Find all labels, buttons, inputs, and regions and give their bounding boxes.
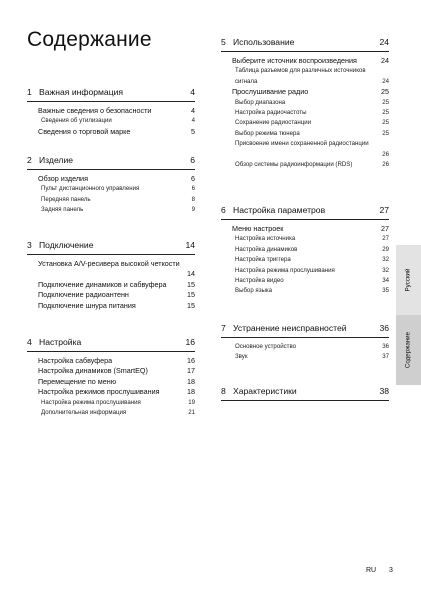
side-tab-section: Содержание bbox=[404, 331, 412, 369]
entry-page: 25 bbox=[381, 87, 389, 97]
entry-title: Сохранение радиостанции bbox=[235, 119, 312, 127]
entry-title: Настройка режимов прослушивания bbox=[38, 387, 160, 397]
entry-page: 18 bbox=[187, 376, 195, 386]
entry-title: Присвоение имени сохраненной радиостанции bbox=[235, 140, 369, 148]
toc-section bbox=[27, 87, 195, 137]
entry-title: Подключение шнура питания bbox=[38, 300, 136, 310]
entry-page: 36 bbox=[382, 343, 389, 350]
entry-title: Настройка режима прослушивания bbox=[41, 398, 141, 406]
section-heading[interactable] bbox=[221, 37, 389, 52]
entry-page: 24 bbox=[382, 77, 389, 85]
entry-title: Задняя панель bbox=[41, 206, 84, 214]
entry-title: Выбор языка bbox=[235, 287, 273, 295]
entry-page: 6 bbox=[191, 185, 195, 193]
section-title: Использование bbox=[233, 37, 295, 47]
entry-title: Важные сведения о безопасности bbox=[38, 106, 152, 115]
toc-subentry[interactable] bbox=[27, 195, 195, 205]
section-number: 7 bbox=[221, 323, 226, 333]
toc-entry[interactable] bbox=[221, 224, 389, 234]
entry-page: 34 bbox=[382, 276, 389, 284]
toc-subentry[interactable] bbox=[27, 184, 195, 194]
section-title: Устранение неисправностей bbox=[233, 323, 347, 333]
entry-title: Меню настроек bbox=[232, 224, 284, 233]
section-page: 24 bbox=[379, 37, 389, 47]
section-entries bbox=[27, 352, 195, 418]
section-heading[interactable] bbox=[221, 386, 389, 401]
toc-entry[interactable] bbox=[27, 356, 195, 366]
entry-title: Настройка триггера bbox=[235, 256, 291, 264]
toc-section bbox=[27, 337, 195, 418]
toc-subentry[interactable] bbox=[221, 234, 389, 244]
toc-entry[interactable] bbox=[27, 127, 195, 137]
toc-entry[interactable] bbox=[27, 280, 195, 290]
toc-subentry[interactable] bbox=[221, 129, 389, 139]
toc-subentry[interactable] bbox=[27, 408, 195, 418]
toc-entry[interactable] bbox=[27, 174, 195, 184]
entry-title: Перемещение по меню bbox=[38, 376, 117, 386]
entry-page: 17 bbox=[187, 366, 195, 376]
entry-title: Установка A/V-ресивера высокой четкости bbox=[38, 259, 180, 268]
toc-section bbox=[221, 323, 389, 363]
entry-page: 15 bbox=[187, 290, 195, 300]
entry-page: 35 bbox=[382, 287, 389, 295]
entry-title: Прослушивание радио bbox=[232, 87, 309, 97]
section-title: Важная информация bbox=[39, 87, 124, 97]
entry-page: 25 bbox=[382, 119, 389, 127]
toc-subentry[interactable] bbox=[221, 98, 389, 108]
entry-title: Сведения о торговой марке bbox=[38, 126, 131, 136]
entry-page: 32 bbox=[382, 256, 389, 264]
section-page: 4 bbox=[190, 87, 195, 97]
section-title: Изделие bbox=[39, 155, 74, 165]
section-number: 3 bbox=[27, 240, 32, 250]
entry-title: Дополнительная информация bbox=[41, 408, 127, 416]
section-page: 14 bbox=[185, 240, 195, 250]
section-heading[interactable] bbox=[27, 155, 195, 170]
entry-page: 37 bbox=[382, 353, 389, 361]
toc-entry[interactable] bbox=[27, 366, 195, 376]
entry-title: Основное устройство bbox=[235, 343, 297, 350]
entry-page: 25 bbox=[382, 108, 389, 116]
entry-page: 26 bbox=[382, 160, 389, 168]
entry-title: Настройка динамиков (SmartEQ) bbox=[38, 366, 148, 376]
entry-title: Обзор изделия bbox=[38, 174, 88, 183]
toc-subentry[interactable] bbox=[221, 118, 389, 128]
entry-page: 32 bbox=[382, 266, 389, 274]
toc-subentry[interactable] bbox=[221, 266, 389, 276]
entry-title: Настройка режима прослушивания bbox=[235, 266, 335, 274]
entry-page: 14 bbox=[187, 269, 195, 279]
entry-page: 24 bbox=[381, 56, 389, 65]
section-title: Подключение bbox=[39, 240, 94, 250]
toc-section bbox=[27, 155, 195, 216]
toc-subentry[interactable] bbox=[221, 245, 389, 255]
entry-title: Настройка динамиков bbox=[235, 245, 298, 253]
entry-title: Выберите источник воспроизведения bbox=[232, 56, 357, 65]
section-entries bbox=[221, 338, 389, 363]
entry-page: 19 bbox=[188, 398, 195, 406]
toc-section bbox=[27, 240, 195, 311]
toc-entry[interactable] bbox=[27, 377, 195, 387]
toc-entry[interactable] bbox=[27, 387, 195, 397]
entry-page: 16 bbox=[187, 356, 195, 365]
toc-subentry[interactable] bbox=[27, 205, 195, 215]
entry-page: 25 bbox=[382, 129, 389, 137]
entry-page: 25 bbox=[382, 98, 389, 106]
entry-page: 27 bbox=[382, 235, 389, 243]
toc-subentry[interactable] bbox=[221, 66, 389, 87]
entry-page: 27 bbox=[381, 224, 389, 233]
entry-title: Сведения об утилизации bbox=[41, 117, 112, 125]
section-page: 16 bbox=[185, 337, 195, 347]
toc-entry[interactable] bbox=[27, 301, 195, 311]
entry-page: 15 bbox=[187, 279, 195, 289]
entry-page: 9 bbox=[191, 206, 195, 214]
section-number: 2 bbox=[27, 155, 32, 165]
toc-subentry[interactable] bbox=[221, 276, 389, 286]
section-heading[interactable] bbox=[27, 240, 195, 255]
section-entries bbox=[27, 102, 195, 137]
toc-subentry[interactable] bbox=[27, 116, 195, 126]
section-entries bbox=[221, 220, 389, 297]
section-heading[interactable] bbox=[221, 205, 389, 220]
section-title: Настройка параметров bbox=[233, 205, 326, 215]
entry-title: Звук bbox=[235, 353, 248, 361]
section-entries bbox=[221, 52, 389, 170]
page-title: Содержание bbox=[27, 28, 152, 51]
toc-section bbox=[221, 37, 389, 170]
section-heading[interactable] bbox=[27, 337, 195, 352]
entry-page: 21 bbox=[188, 408, 195, 416]
toc-subentry[interactable] bbox=[221, 286, 389, 296]
section-entries bbox=[27, 255, 195, 311]
section-number: 8 bbox=[221, 386, 226, 396]
section-page: 38 bbox=[379, 386, 389, 396]
entry-title: Настройка радиочастоты bbox=[235, 108, 307, 116]
section-number: 4 bbox=[27, 337, 32, 347]
toc-subentry[interactable] bbox=[221, 160, 389, 170]
entry-page: 5 bbox=[191, 126, 195, 136]
toc-entry[interactable] bbox=[27, 290, 195, 300]
section-number: 5 bbox=[221, 37, 226, 47]
footer-page-number: 3 bbox=[389, 567, 393, 574]
side-tab bbox=[396, 245, 421, 385]
entry-page: 4 bbox=[191, 106, 195, 115]
entry-page: 29 bbox=[382, 245, 389, 253]
section-number: 6 bbox=[221, 205, 226, 215]
entry-page: 6 bbox=[191, 174, 195, 183]
toc-section bbox=[221, 205, 389, 297]
section-heading[interactable] bbox=[27, 87, 195, 102]
section-title: Настройка bbox=[39, 337, 82, 347]
footer-lang: RU bbox=[366, 567, 377, 574]
entry-title: Пульт дистанционного управления bbox=[41, 185, 140, 193]
toc-entry[interactable] bbox=[27, 259, 195, 280]
entry-page: 4 bbox=[191, 117, 195, 125]
section-page: 27 bbox=[379, 205, 389, 215]
entry-title: Передняя панель bbox=[41, 195, 91, 203]
entry-page: 26 bbox=[382, 150, 389, 158]
entry-title: Таблица разъемов для различных источников сигнала bbox=[235, 67, 366, 85]
entry-title: Настройка сабвуфера bbox=[38, 356, 113, 365]
entry-title: Настройка видео bbox=[235, 276, 284, 284]
section-page: 36 bbox=[379, 323, 389, 333]
toc-section bbox=[221, 386, 389, 401]
entry-title: Настройка источника bbox=[235, 235, 296, 243]
entry-page: 18 bbox=[187, 387, 195, 397]
section-heading[interactable] bbox=[221, 323, 389, 338]
toc-entry[interactable] bbox=[221, 87, 389, 97]
entry-title: Подключение динамиков и сабвуфера bbox=[38, 279, 167, 289]
toc-subentry[interactable] bbox=[221, 352, 389, 362]
section-page: 6 bbox=[190, 155, 195, 165]
section-number: 1 bbox=[27, 87, 32, 97]
toc-subentry[interactable] bbox=[221, 108, 389, 118]
side-tab-language: Русский bbox=[404, 268, 412, 292]
toc-subentry[interactable] bbox=[221, 139, 389, 160]
section-entries bbox=[27, 170, 195, 216]
toc-subentry[interactable] bbox=[221, 255, 389, 265]
entry-page: 15 bbox=[187, 300, 195, 310]
entry-title: Обзор системы радиоинформации (RDS) bbox=[235, 160, 353, 168]
toc-entry[interactable] bbox=[27, 106, 195, 116]
entry-title: Подключение радиоантенн bbox=[38, 290, 129, 300]
entry-title: Выбор режима тюнера bbox=[235, 129, 300, 137]
entry-title: Выбор диапазона bbox=[235, 98, 286, 106]
toc-subentry[interactable] bbox=[27, 398, 195, 408]
toc-subentry[interactable] bbox=[221, 342, 389, 352]
section-title: Характеристики bbox=[233, 386, 297, 396]
toc-entry[interactable] bbox=[221, 56, 389, 66]
entry-page: 8 bbox=[191, 195, 195, 203]
